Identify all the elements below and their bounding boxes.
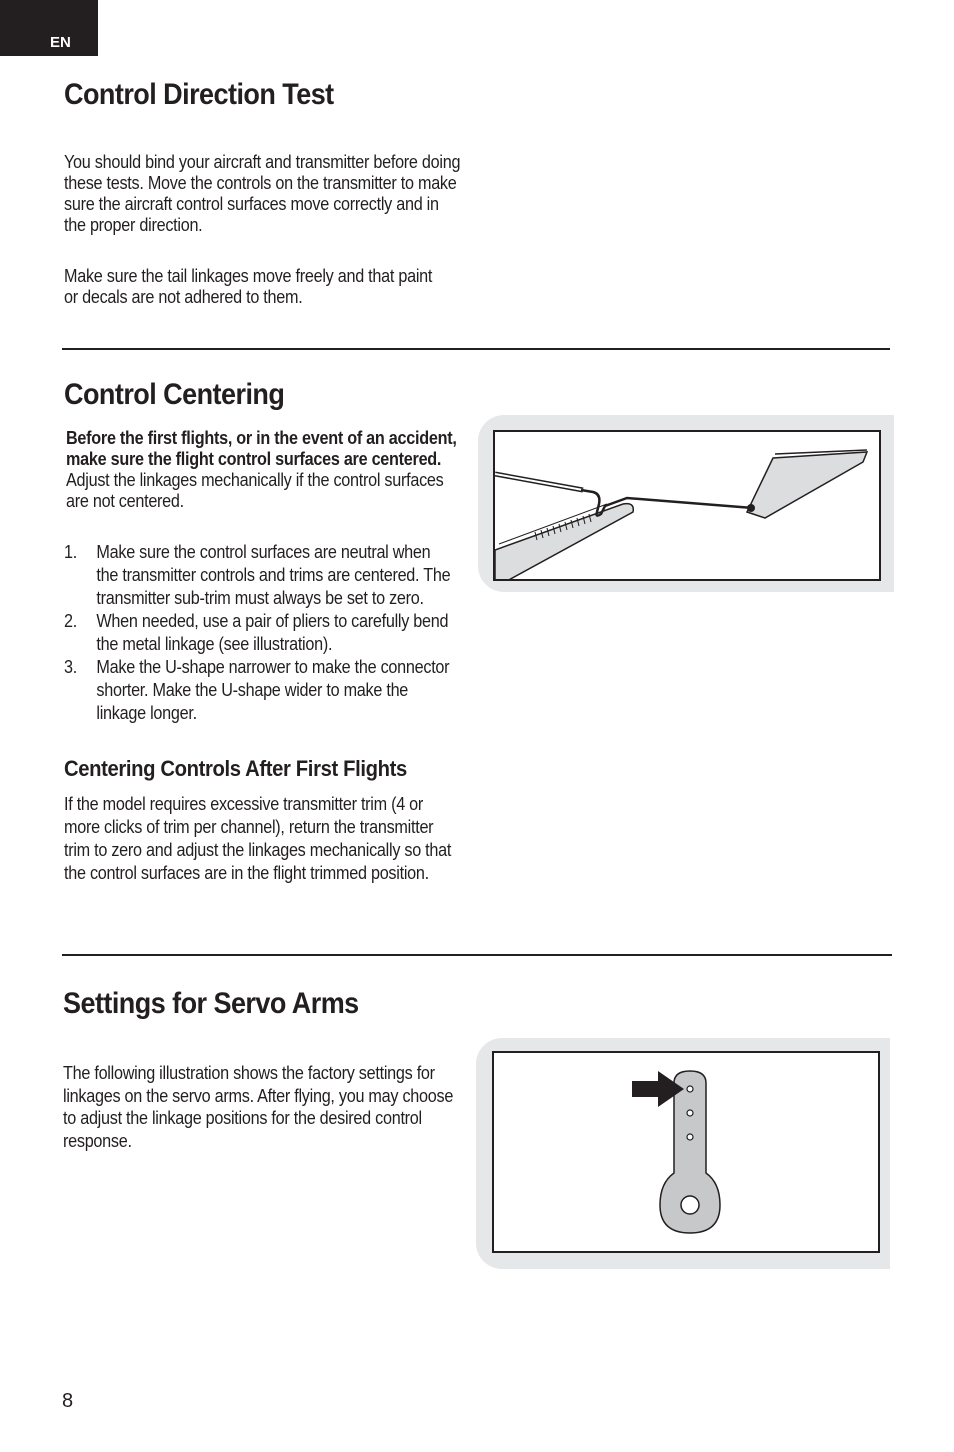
linkage-figure-frame: [493, 430, 881, 581]
control-direction-test-title: Control Direction Test: [64, 78, 334, 111]
step-number: 2.: [64, 611, 77, 631]
centering-steps: [64, 541, 451, 725]
section-divider: [62, 954, 892, 956]
servo-arm-illustration: [494, 1053, 878, 1251]
step-text: Make sure the control surfaces are neutral when the transmitter controls and trims are centered. The transmitter sub-trim must always be set to zero.: [96, 542, 451, 608]
centering-intro-bold: Before the first flights, or in the event of an accident, make sure the flight control surfaces are centered.: [66, 428, 457, 469]
step-number: 1.: [64, 542, 77, 562]
servo-arms-title: Settings for Servo Arms: [63, 987, 359, 1020]
step-text: When needed, use a pair of pliers to carefully bend the metal linkage (see illustration).: [96, 611, 449, 654]
section-divider: [62, 348, 890, 350]
servo-arms-text: The following illustration shows the factory settings for linkages on the servo arms. After flying, you may choose to adjust the linkage positions for the desired control response.: [63, 1063, 454, 1151]
page-number: 8: [62, 1390, 74, 1412]
centering-sub-text: If the model requires excessive transmitter trim (4 or more clicks of trim per channel), return the transmitter trim to zero and adjust the linkages mechanically so that the control surfaces are in the flight trimmed position.: [64, 794, 452, 883]
language-label: EN: [50, 34, 71, 51]
step-number: 3.: [64, 657, 77, 677]
servo-figure-frame: [492, 1051, 880, 1253]
list-item: [64, 610, 451, 656]
direction-test-paragraph-2: Make sure the tail linkages move freely and that paint or decals are not adhered to them.: [64, 266, 433, 307]
list-item: [64, 656, 451, 725]
centering-intro: [66, 428, 458, 512]
language-tab: [0, 0, 98, 56]
direction-test-paragraph-1: You should bind your aircraft and transmitter before doing these tests. Move the controls on the transmitter to make sure the aircraft control surfaces move correctly and in the proper direction.: [64, 152, 461, 235]
step-text: Make the U-shape narrower to make the connector shorter. Make the U-shape wider to make the linkage longer.: [96, 657, 450, 723]
control-centering-title: Control Centering: [64, 378, 285, 411]
list-item: [64, 541, 451, 610]
linkage-illustration: [495, 432, 879, 579]
centering-intro-rest: Adjust the linkages mechanically if the control surfaces are not centered.: [66, 470, 444, 511]
centering-subheading: Centering Controls After First Flights: [64, 756, 407, 781]
